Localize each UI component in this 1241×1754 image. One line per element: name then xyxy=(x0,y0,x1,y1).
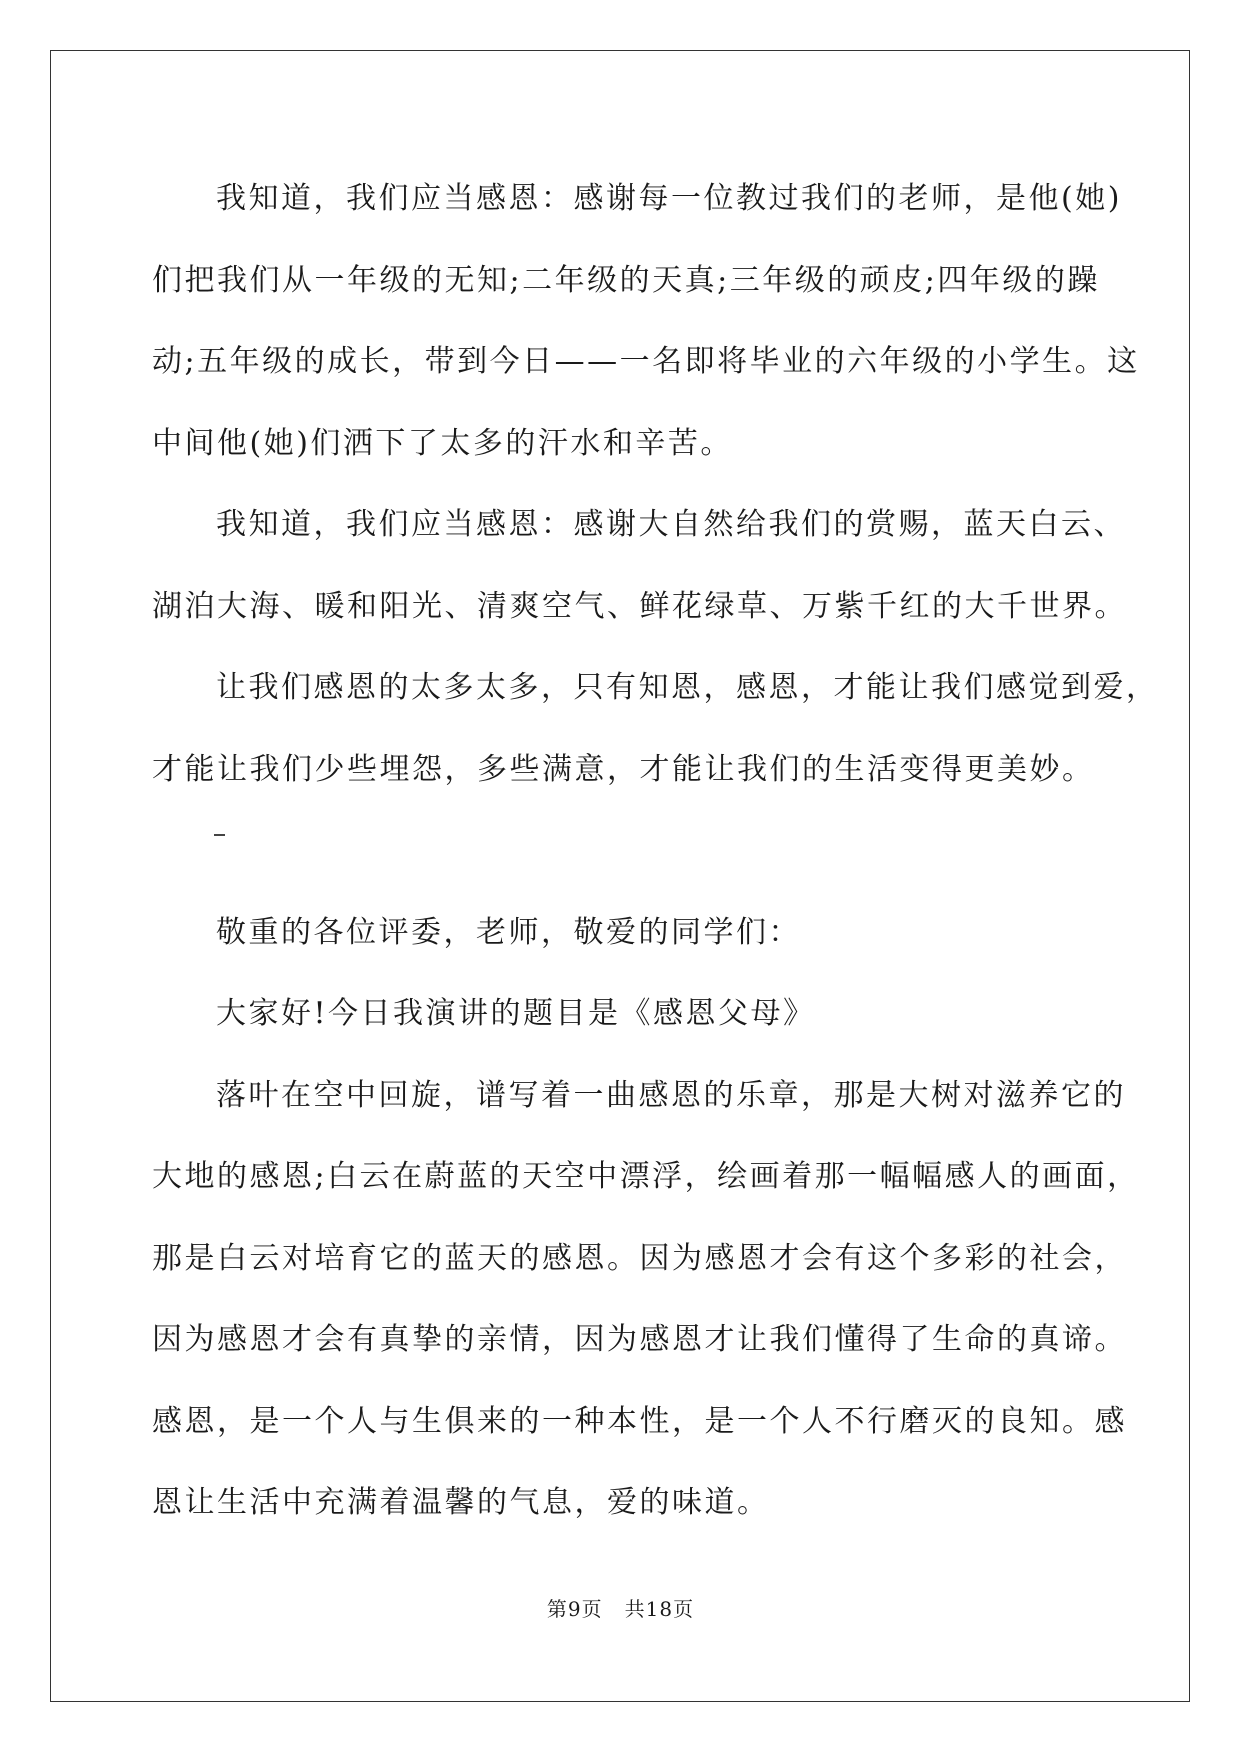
text-line: 让我们感恩的太多太多，只有知恩，感恩，才能让我们感觉到爱， xyxy=(216,670,1159,705)
document-body xyxy=(152,158,1159,1544)
paragraph xyxy=(152,158,1140,484)
text-line: 恩让生活中充满着温馨的气息，爱的味道。 xyxy=(152,1485,770,1520)
paragraph xyxy=(152,1055,1140,1544)
text-line: 湖泊大海、暖和阳光、清爽空气、鲜花绿草、万紫千红的大千世界。 xyxy=(152,588,1127,624)
text-line: 大地的感恩;白云在蔚蓝的天空中漂浮，绘画着那一幅幅感人的画面， xyxy=(152,1159,1140,1194)
text-line: 动;五年级的成长，带到今日——一名即将毕业的六年级的小学生。这 xyxy=(152,344,1140,379)
page-footer xyxy=(0,1593,1241,1622)
text-line: 中间他(她)们洒下了太多的汗水和辛苦。 xyxy=(152,425,733,461)
page-total: 共18页 xyxy=(624,1597,695,1621)
paragraph xyxy=(152,892,1112,974)
text-line: 因为感恩才会有真挚的亲情，因为感恩才让我们懂得了生命的真谛。 xyxy=(152,1322,1127,1357)
text-line: 落叶在空中回旋，谱写着一曲感恩的乐章，那是大树对滋养它的 xyxy=(216,1077,1126,1113)
paragraph xyxy=(152,647,1159,810)
text-line: 们把我们从一年级的无知;二年级的天真;三年级的顽皮;四年级的躁 xyxy=(152,262,1100,298)
text-line: 大家好!今日我演讲的题目是《感恩父母》 xyxy=(216,996,816,1031)
text-line: 敬重的各位评委，老师，敬爱的同学们： xyxy=(216,914,801,950)
paragraph xyxy=(152,484,1127,647)
text-line: 我知道，我们应当感恩：感谢大自然给我们的赏赐，蓝天白云、 xyxy=(216,507,1126,542)
text-line: 我知道，我们应当感恩：感谢每一位教过我们的老师，是他(她) xyxy=(216,181,1122,216)
section-divider xyxy=(214,834,225,836)
page-number: 第9页 xyxy=(546,1597,603,1621)
blank-line xyxy=(152,810,1112,892)
paragraph xyxy=(152,973,1112,1055)
text-line: 才能让我们少些埋怨，多些满意，才能让我们的生活变得更美妙。 xyxy=(152,751,1095,787)
text-line: 那是白云对培育它的蓝天的感恩。因为感恩才会有这个多彩的社会， xyxy=(152,1240,1127,1276)
text-line: 感恩，是一个人与生俱来的一种本性，是一个人不行磨灭的良知。感 xyxy=(152,1403,1127,1439)
